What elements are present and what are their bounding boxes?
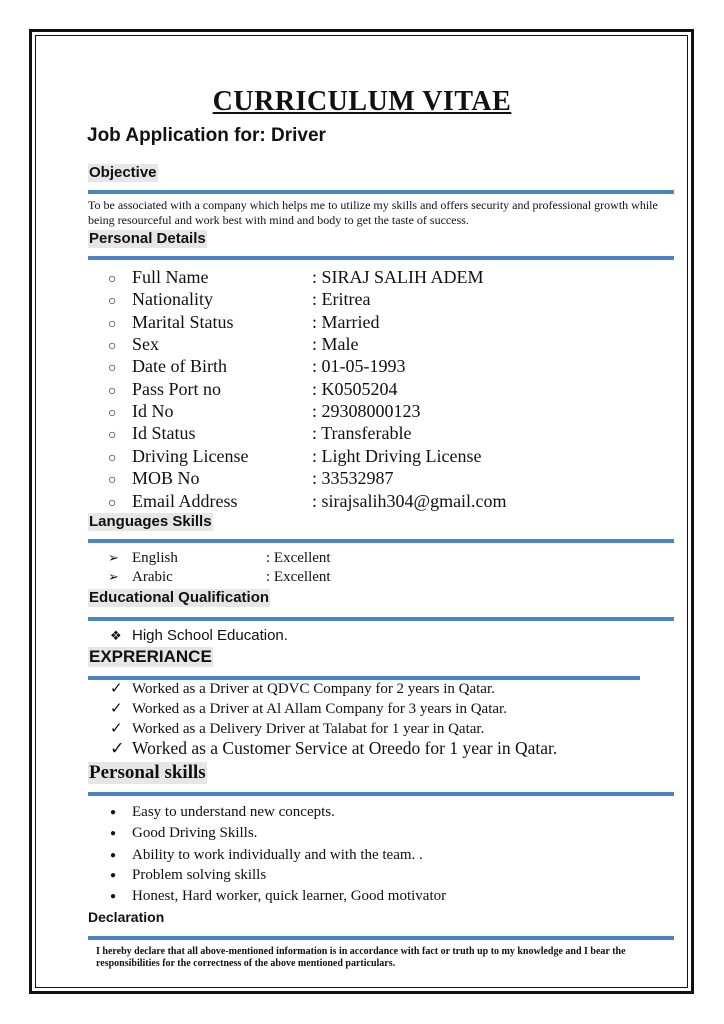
language-level: : Excellent bbox=[266, 550, 331, 566]
skill-item-text: Problem solving skills bbox=[132, 867, 267, 883]
detail-label: Marital Status bbox=[132, 312, 234, 332]
languages-rule bbox=[88, 539, 674, 543]
skill-item bbox=[110, 886, 446, 907]
experience-item bbox=[110, 679, 495, 698]
skill-item-text: Easy to understand new concepts. bbox=[132, 804, 335, 820]
detail-label: Email Address bbox=[132, 491, 238, 511]
checkmark-icon: ✓ bbox=[110, 721, 123, 737]
detail-value: : 29308000123 bbox=[312, 401, 421, 421]
declaration-rule bbox=[88, 936, 674, 940]
detail-row-email bbox=[108, 490, 507, 515]
personal-skills-rule bbox=[88, 792, 674, 796]
personal-details-rule bbox=[88, 256, 674, 260]
detail-label: Nationality bbox=[132, 289, 213, 309]
detail-value: : Married bbox=[312, 312, 380, 332]
detail-row-nationality bbox=[108, 288, 370, 313]
circle-bullet-icon: ○ bbox=[108, 294, 117, 309]
skill-item-text: Honest, Hard worker, quick learner, Good motivator bbox=[132, 888, 447, 904]
experience-item bbox=[110, 719, 484, 738]
detail-label: Pass Port no bbox=[132, 379, 222, 399]
experience-item bbox=[110, 738, 557, 759]
declaration-text: I hereby declare that all above-mentioned information is in accordance with fact or truth up to my knowledge and I bear the responsibilities for the correctness of the above mentioned particulars. bbox=[96, 946, 626, 969]
job-application-title: Job Application for: Driver bbox=[87, 125, 326, 146]
detail-value: : Male bbox=[312, 334, 359, 354]
detail-row-date-of-birth bbox=[108, 355, 406, 380]
experience-item bbox=[110, 699, 507, 718]
bullet-icon: ● bbox=[110, 806, 117, 818]
detail-label: Driving License bbox=[132, 446, 249, 466]
circle-bullet-icon: ○ bbox=[108, 384, 117, 399]
bullet-icon: ● bbox=[110, 849, 117, 861]
education-item-label: High School Education. bbox=[132, 627, 288, 644]
education-rule bbox=[88, 617, 674, 621]
arrowhead-bullet-icon: ➢ bbox=[108, 569, 119, 584]
detail-row-mob-no bbox=[108, 467, 394, 492]
skill-item bbox=[110, 865, 266, 886]
checkmark-icon: ✓ bbox=[110, 701, 123, 717]
detail-value: : Transferable bbox=[312, 423, 412, 443]
objective-text: To be associated with a company which helps me to utilize my skills and offers security and professional growth while being resourceful and work best with mind and body to get the taste of success. bbox=[88, 198, 658, 227]
circle-bullet-icon: ○ bbox=[108, 361, 117, 376]
language-name: English bbox=[132, 550, 178, 566]
experience-item-text: Worked as a Driver at QDVC Company for 2 years in Qatar. bbox=[132, 681, 495, 697]
detail-value: : SIRAJ SALIH ADEM bbox=[312, 267, 484, 287]
skill-item bbox=[110, 823, 257, 844]
skill-item bbox=[110, 845, 423, 866]
circle-bullet-icon: ○ bbox=[108, 272, 117, 287]
detail-value: : 33532987 bbox=[312, 468, 394, 488]
detail-row-id-status bbox=[108, 422, 411, 447]
detail-value: : sirajsalih304@gmail.com bbox=[312, 491, 507, 511]
skill-item-text: Ability to work individually and with the team. . bbox=[132, 847, 423, 863]
experience-item-text: Worked as a Customer Service at Oreedo for 1 year in Qatar. bbox=[132, 738, 558, 758]
languages-heading: Languages Skills bbox=[89, 513, 212, 530]
circle-bullet-icon: ○ bbox=[108, 473, 117, 488]
detail-value: : K0505204 bbox=[312, 379, 398, 399]
checkmark-icon: ✓ bbox=[110, 738, 125, 758]
experience-item-text: Worked as a Delivery Driver at Talabat for 1 year in Qatar. bbox=[132, 721, 485, 737]
circle-bullet-icon: ○ bbox=[108, 317, 117, 332]
bullet-icon: ● bbox=[110, 827, 117, 839]
personal-skills-heading: Personal skills bbox=[89, 762, 206, 783]
detail-value: : 01-05-1993 bbox=[312, 356, 406, 376]
arrowhead-bullet-icon: ➢ bbox=[108, 550, 119, 565]
circle-bullet-icon: ○ bbox=[108, 428, 117, 443]
detail-label: Id Status bbox=[132, 423, 196, 443]
circle-bullet-icon: ○ bbox=[108, 451, 117, 466]
circle-bullet-icon: ○ bbox=[108, 406, 117, 421]
skill-item-text: Good Driving Skills. bbox=[132, 825, 258, 841]
language-row-arabic bbox=[108, 567, 331, 587]
detail-value: : Eritrea bbox=[312, 289, 371, 309]
detail-label: Full Name bbox=[132, 267, 209, 287]
circle-bullet-icon: ○ bbox=[108, 496, 117, 511]
circle-bullet-icon: ○ bbox=[108, 339, 117, 354]
declaration-heading: Declaration bbox=[88, 909, 165, 925]
language-row-english bbox=[108, 548, 331, 568]
bullet-icon: ● bbox=[110, 869, 117, 881]
detail-label: MOB No bbox=[132, 468, 200, 488]
checkmark-icon: ✓ bbox=[110, 681, 123, 697]
education-heading: Educational Qualification bbox=[89, 589, 270, 606]
experience-heading: EXPRERIANCE bbox=[89, 647, 212, 666]
detail-label: Id No bbox=[132, 401, 174, 421]
language-level: : Excellent bbox=[266, 569, 331, 585]
skill-item bbox=[110, 802, 335, 823]
bullet-icon: ● bbox=[110, 890, 117, 902]
personal-details-heading: Personal Details bbox=[89, 230, 206, 247]
education-item bbox=[110, 627, 288, 644]
experience-item-text: Worked as a Driver at Al Allam Company for 3 years in Qatar. bbox=[132, 701, 507, 717]
cv-title: CURRICULUM VITAE bbox=[212, 86, 512, 117]
detail-value: : Light Driving License bbox=[312, 446, 482, 466]
objective-heading: Objective bbox=[89, 164, 157, 181]
objective-rule bbox=[88, 190, 674, 194]
language-name: Arabic bbox=[132, 569, 173, 585]
diamond-bullet-icon: ❖ bbox=[110, 628, 122, 643]
detail-label: Date of Birth bbox=[132, 356, 227, 376]
detail-label: Sex bbox=[132, 334, 159, 354]
